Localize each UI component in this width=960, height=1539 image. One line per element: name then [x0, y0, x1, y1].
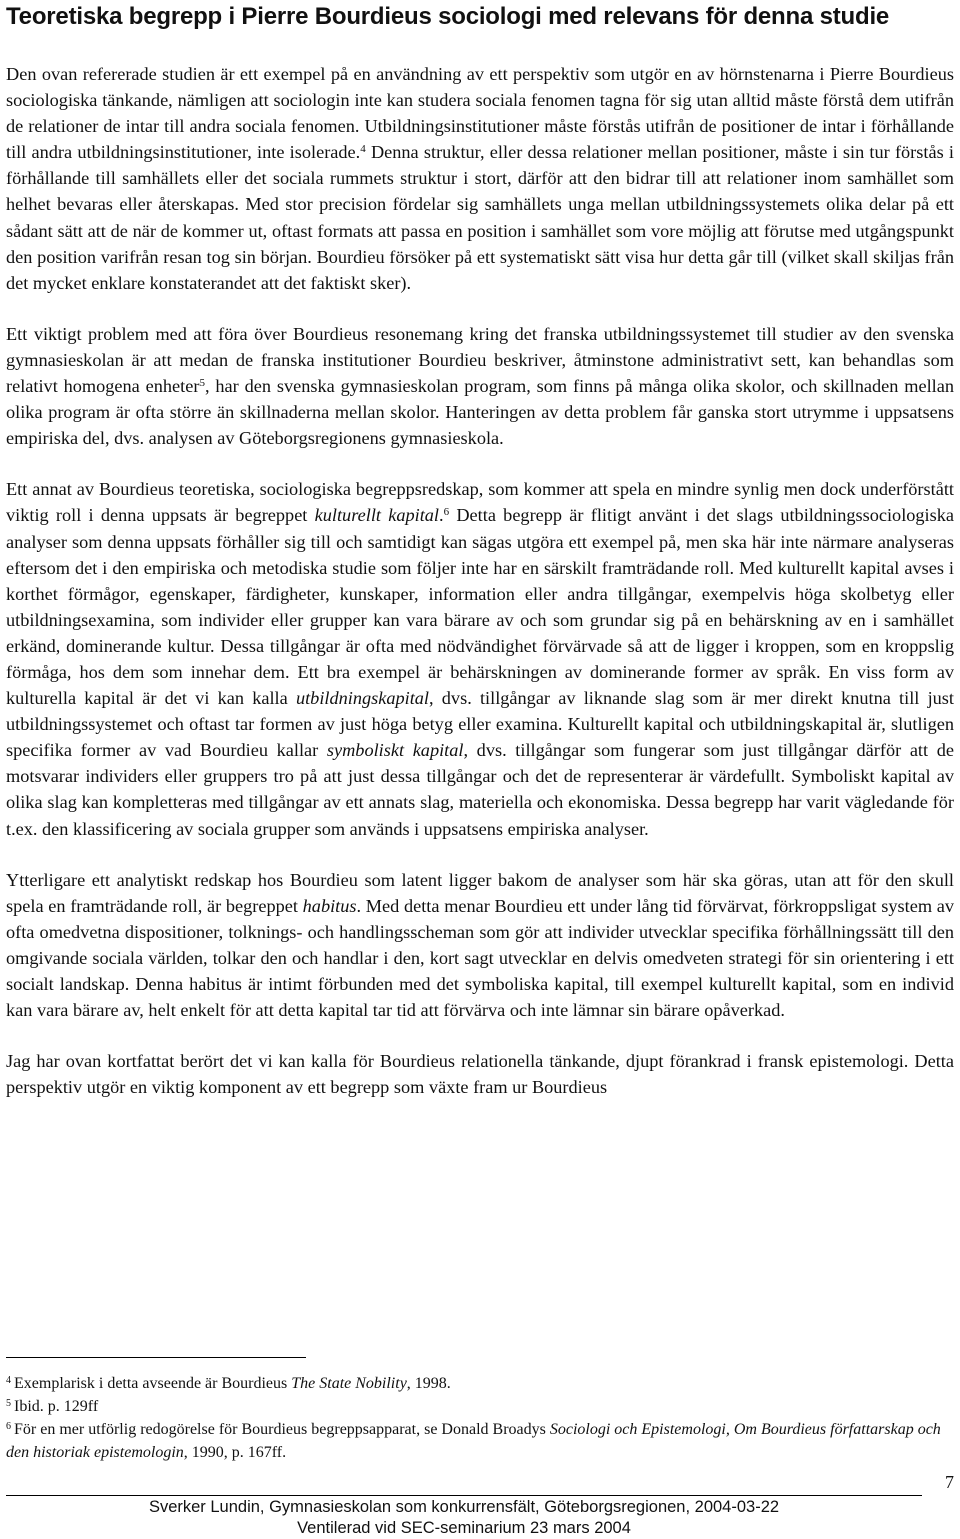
footnote-6-text-b: , 1990, p. 167ff. — [183, 1444, 287, 1461]
paragraph-2-text-b: , har den svenska gymnasieskolan program, som finns på många olika skolor, och skillnaden mellan olika program är ofta större än skillnaderna mellan skolor. Hanteringen av detta problem får ganska stort utrymme i uppsatsens empiriska del, dvs. analysen av Göteborgsregionens gymnasieskola. — [6, 376, 954, 449]
paragraph-5 — [6, 1048, 954, 1100]
footnote-divider — [6, 1357, 306, 1358]
paragraph-3-text-c: Detta begrepp är flitigt använt i det slags utbildningssociologiska analyser som denna uppsats förhåller sig till och samtidigt kan sägas utgöra ett exempel på, men ska här inte närmare analyseras eftersom det i den empiriska och metodiska studie som följer inte har en särskilt framträdande roll. Med kulturellt kapital avses i korthet förmågor, egenskaper, färdigheter, kunskaper, information eller andra tillgångar, exempelvis höga skolbetyg eller utbildningsexamina, som individer eller grupper kan vara bärare av och som grundar sig på en behärskning av en i samhället erkänd, dominerande kultur. Dessa tillgångar är ofta med nödvändighet förvärvade så att de ligger i kroppen, som en kroppslig förmåga, hos dem som innehar dem. Ett bra exempel är behärskningen av dominerande former av språk. En viss form av kulturella kapital är det vi kan kalla — [6, 505, 955, 709]
paragraph-3-text-e: , dvs. tillgångar som fungerar som just tillgångar därför att de motsvarar individers eller gruppers tro på att just dessa tillgångar och det de representerar är värdefullt. Symboliskt kapital av olika slag kan kompletteras med tillgångar av ett annats slag, materiella och ekonomiska. Dessa begrepp har varit vägledande för t.ex. den klassificering av sociala grupper som används i uppsatsens empiriska analyser. — [6, 740, 954, 839]
paragraph-3-text-d: , dvs. tillgångar av liknande slag som är mer direkt knutna till just utbildningssystemet och oftast tar formen av just höga betyg eller examina. Kulturellt kapital och utbildningskapital är, slutligen specifika former av vad Bourdieu kallar — [6, 688, 954, 761]
footnote-5-number: 5 — [6, 1398, 11, 1409]
footnote-6 — [6, 1418, 950, 1464]
footnote-4 — [6, 1372, 950, 1395]
footnote-ref-5[interactable]: 5 — [199, 377, 205, 390]
page-number: 7 — [945, 1472, 954, 1492]
footnote-ref-6[interactable]: 6 — [443, 506, 450, 519]
footer-line-2: Ventilerad vid SEC-seminarium 23 mars 2004 — [297, 1519, 631, 1537]
paragraph-2-text-a: Ett viktigt problem med att föra över Bourdieus resonemang kring det franska utbildningssystemet till studier av den svenska gymnasieskolan är att medan de franska institutioner Bourdieu beskriver, åtminstone administrativt sett, kan behandlas som relativt homogena enheter — [6, 323, 954, 397]
term-utbildningskapital: utbildningskapital — [295, 688, 430, 709]
term-symboliskt-kapital: symboliskt kapital — [326, 740, 464, 761]
paragraph-5-text-a: Jag har ovan kortfattat berört det vi kan kalla för Bourdieus relationella tänkande, djupt förankrad i fransk epistemologi. Detta perspektiv utgör en viktig komponent av ett begrepp som växte fram ur Bourdieus — [6, 1051, 954, 1098]
footnote-4-text-a: Exemplarisk i detta avseende är Bourdieus — [14, 1375, 292, 1392]
paragraph-4-text-a: Ytterligare ett analytiskt redskap hos Bourdieu som latent ligger bakom de analyser som här ska göras, utan att för den skull spela en framträdande roll, är begreppet — [6, 869, 954, 916]
paragraph-2 — [6, 321, 954, 451]
paragraph-3-text-a: Ett annat av Bourdieus teoretiska, sociologiska begreppsredskap, som kommer att spela en mindre synlig men dock underförstått viktig roll i denna uppsats är begreppet — [6, 479, 954, 526]
footnote-4-title: The State Nobility — [291, 1375, 407, 1392]
term-kulturellt-kapital: kulturellt kapital — [314, 505, 440, 526]
footnote-4-text-b: , 1998. — [406, 1375, 451, 1392]
footnote-5-text-a: Ibid. p. 129ff — [14, 1398, 99, 1415]
paragraph-3 — [6, 476, 954, 841]
paragraph-1-text-a: Den ovan refererade studien är ett exempel på en användning av ett perspektiv som utgör en av hörnstenarna i Pierre Bourdieus sociologiska tänkande, nämligen att sociologin inte kan studera sociala fenomen tagna för sig utan alltid måste förstå dem utifrån de relationer de intar till andra sociala fenomen. Utbildningsinstitutioner måste förstås utifrån de positioner de intar i förhållande till andra utbildningsinstitutioner, inte isolerade. — [6, 64, 954, 163]
term-habitus: habitus — [302, 895, 357, 916]
paragraph-3-text-b: . — [439, 505, 444, 526]
document-page — [6, 0, 954, 1539]
footnote-6-text-a: För en mer utförlig redogörelse för Bourdieus begreppsapparat, se Donald Broadys — [14, 1421, 550, 1438]
footnote-6-title: Sociologi och Epistemologi, Om Bourdieus författarskap och den historiak epistemologin — [6, 1421, 941, 1461]
paragraph-1 — [6, 61, 954, 296]
footnote-4-number: 4 — [6, 1375, 11, 1386]
footnote-6-number: 6 — [6, 1421, 11, 1432]
footnote-ref-4[interactable]: 4 — [360, 143, 366, 156]
footnote-5 — [6, 1395, 950, 1418]
paragraph-4-text-b: . Med detta menar Bourdieu ett under lång tid förvärvat, förkroppsligat system av ofta omedvetna dispositioner, tolknings- och handlingsscheman som gör att individer utvecklar specifika förhållningssätt till den omgivande sociala världen, tolkar den och handlar i den, kort sagt utvecklar en delvis omedveten strategi för sin orientering i ett socialt landskap. Denna habitus är intimt förbunden med det symboliska kapital, till exempel kulturellt kapital, som en individ kan vara bärare av, helt enkelt för att detta kapital tar tid att förvärva och inte lämnar sin bärare opåverkad. — [6, 895, 954, 1021]
paragraph-1-text-b: Denna struktur, eller dessa relationer mellan positioner, måste i sin tur förstås i förhållande till samhällets eller det sociala rummets struktur i stort, därför att den bidrar till att relationer inom samhället som helhet bevaras eller återskapas. Med stor precision fördelar sig samhällets unga mellan utbildningssystemets olika delar på ett sådant sätt att de när de kommer ut, oftast formats att passa en position i samhället som vore möjlig att förutse med utgångspunkt den position varifrån resan tog sin början. Bourdieu försöker på ett systematiskt sätt visa hur detta går till (vilket skall skiljas från det mycket enklare konstaterandet att det faktiskt sker). — [6, 142, 954, 293]
paragraph-4 — [6, 867, 954, 1024]
footer-line-1: Sverker Lundin, Gymnasieskolan som konkurrensfält, Göteborgsregionen, 2004-03-22 — [148, 1498, 780, 1516]
footnotes — [6, 1372, 950, 1464]
section-heading: Teoretiska begrepp i Pierre Bourdieus sociologi med relevans för denna studie — [6, 3, 890, 30]
